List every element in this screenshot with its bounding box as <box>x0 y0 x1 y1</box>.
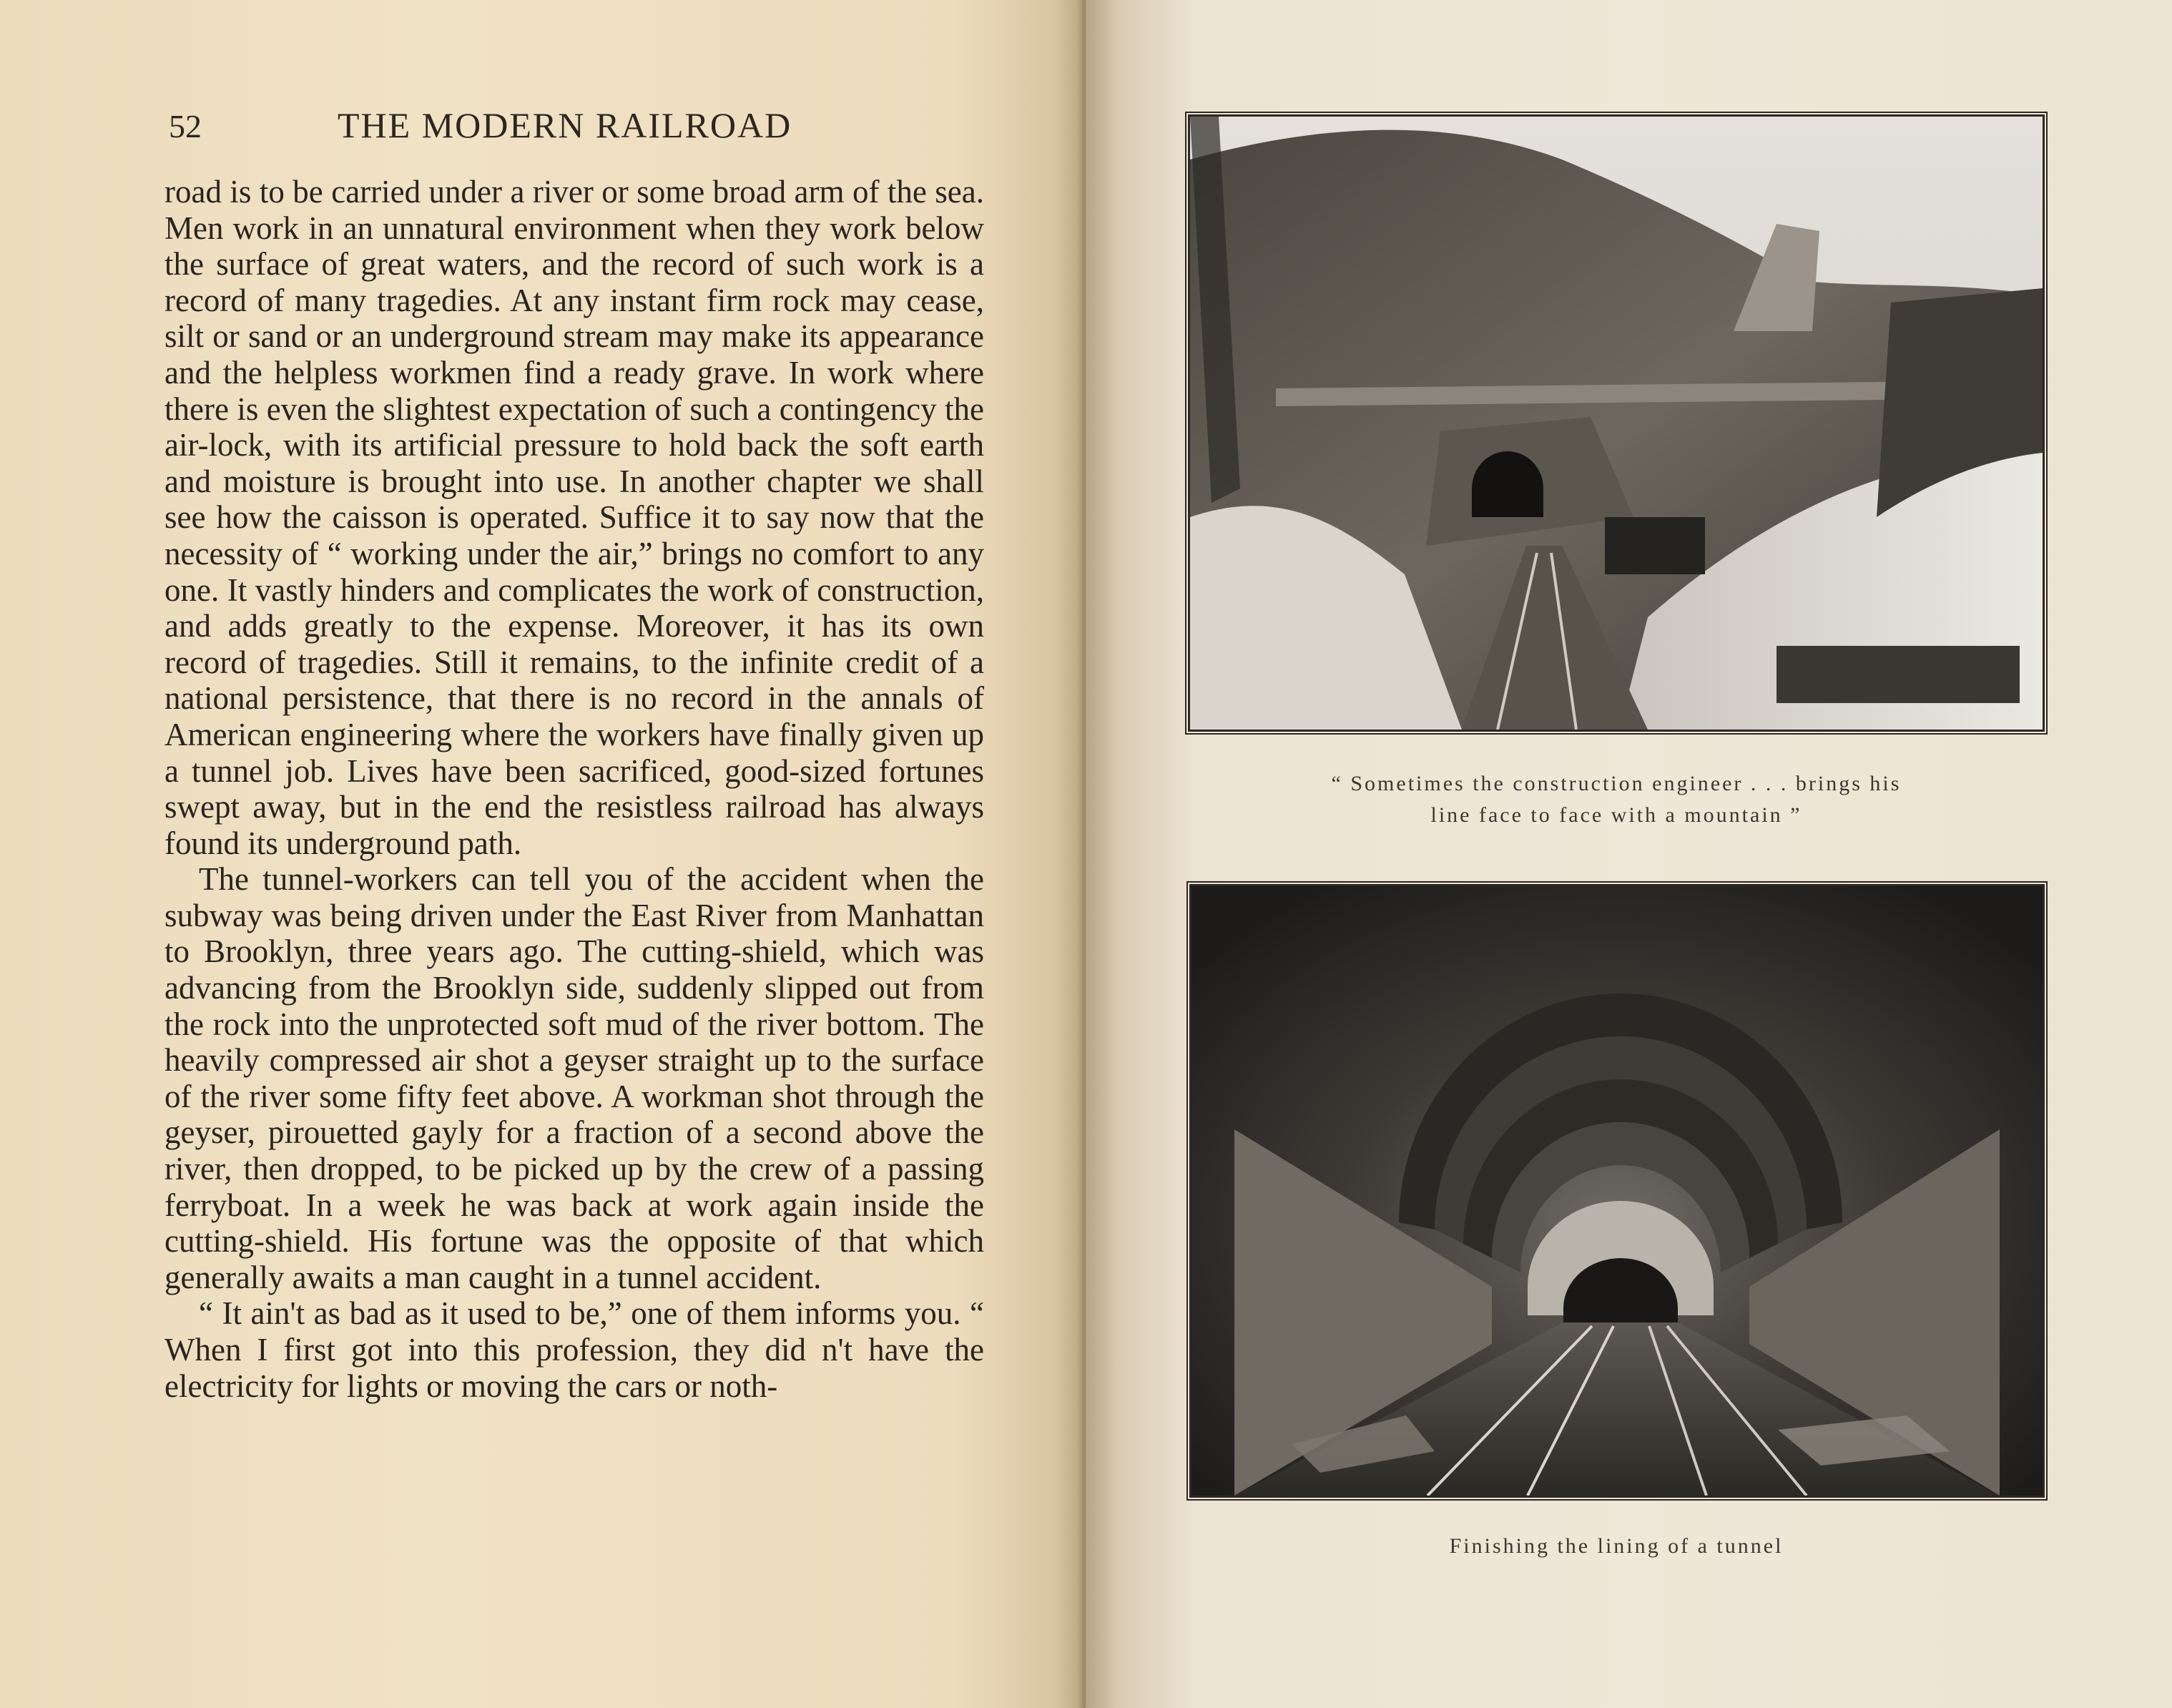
running-head <box>0 0 1086 186</box>
tunnel-lining-photo <box>1189 884 2045 1498</box>
caption-mountain-line-2: line face to face with a mountain ” <box>1430 803 1802 827</box>
mountain-tunnel-photo <box>1188 114 2045 732</box>
caption-mountain <box>1173 768 2060 831</box>
caption-tunnel-lining-text: Finishing the lining of a tunnel <box>1449 1534 1784 1558</box>
paragraph-1: road is to be carried under a river or some broad arm of the sea. Men work in an unnatural environment when they work below the surface of great waters, and the record of such work is a record of many tragedies. At any instant firm rock may cease, silt or sand or an underground stream may make its appearance and the helpless workmen find a ready grave. In work where there is even the slightest expectation of such a contingency the air-lock, with its artificial pressure to hold back the soft earth and moisture is brought into use. In another chapter we shall see how the caisson is operated. Suffice it to say now that the necessity of “ working under the air,” brings no comfort to any one. It vastly hinders and complicates the work of construction, and adds greatly to the expense. Moreover, it has its own record of tragedies. Still it remains, to the infinite credit of a national persistence, that there is no record in the annals of American engineering where the workers have finally given up a tunnel job. Lives have been sacrificed, good-sized fortunes swept away, but in the end the resistless railroad has always found its underground path. <box>164 174 984 861</box>
body-text <box>164 174 984 1404</box>
running-title: THE MODERN RAILROAD <box>338 105 792 145</box>
paragraph-3: “ It ain't as bad as it used to be,” one of them informs you. “ When I first got into this profession, they did n't have the electricity for lights or moving the cars or noth- <box>164 1295 984 1404</box>
caption-mountain-line-1: “ Sometimes the construction engineer . . . brings his <box>1331 772 1902 795</box>
caption-tunnel-lining <box>1173 1531 2060 1562</box>
page-number: 52 <box>169 108 202 144</box>
tunnel-lining-image <box>1191 886 2043 1496</box>
mountain-tunnel-image <box>1190 117 2043 730</box>
paragraph-2: The tunnel-workers can tell you of the accident when the subway was being driven under the East River from Manhattan to Brooklyn, three years ago. The cutting-shield, which was advancing from the Brooklyn side, suddenly slipped out from the rock into the unprotected soft mud of the river bottom. The heavily compressed air shot a geyser straight up to the surface of the river some fifty feet above. A workman shot through the geyser, pirouetted gayly for a fraction of a second above the river, then dropped, to be picked up by the crew of a passing ferryboat. In a week he was back at work again inside the cutting-shield. His fortune was the opposite of that which generally awaits a man caught in a tunnel accident. <box>164 861 984 1295</box>
